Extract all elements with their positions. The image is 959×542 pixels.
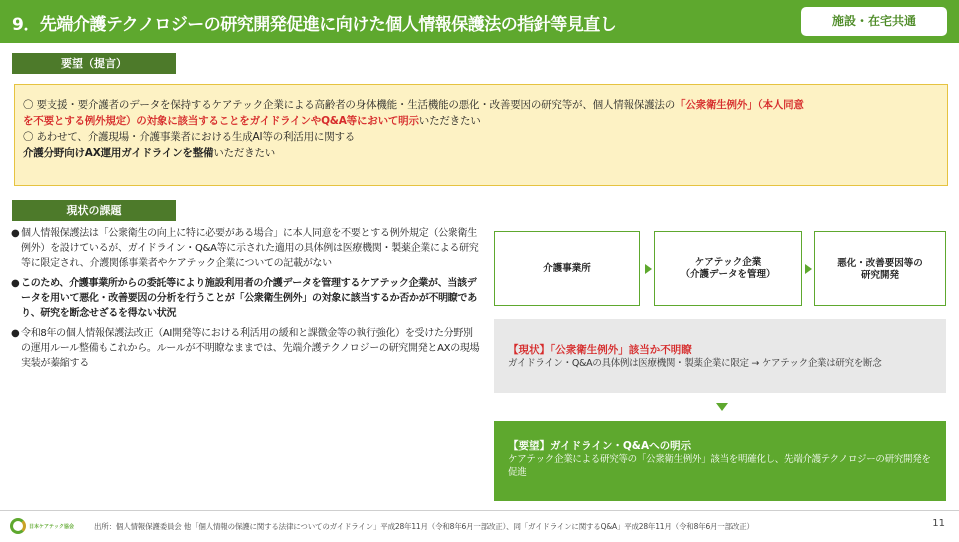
request-summary-title: 【要望】ガイドライン・Q&Aへの明示 <box>508 440 692 452</box>
flow-box-3-line-1: 悪化・改善要因等の <box>837 258 923 269</box>
flow-box-3-line-2: 研究開発 <box>860 270 899 281</box>
issue-text-3: 令和8年の個人情報保護法改正（AI開発等における利活用の緩和と課徴金等の執行強化）を受けた分野別の運用ルール整備もこれから。ルールが不明瞭なままでは、先端介護テクノロジーの研究開発とAXの現場実装が蓁縮する <box>21 328 480 369</box>
request-summary-box <box>494 421 946 501</box>
logo-text: 日本ケアテック協会 <box>29 523 75 530</box>
header-bar <box>0 0 959 43</box>
current-status-title: 【現状】「公衆衛生例外」該当か不明瞭 <box>508 344 692 356</box>
list-item <box>11 326 481 371</box>
page-title: 9．先端介護テクノロジーの研究開発促進に向けた個人情報保護法の指針等見直し <box>12 15 617 35</box>
request-line-3: 〇 あわせて、介護現場・介護事業者における生成AI等の利活用に関する <box>23 131 356 143</box>
issue-text-1: 個人情報保護法は「公衆衛生の向上に特に必要がある場合」に本人同意を不要とする例外規定（公衆衛生例外）を設けているが、ガイドライン・Q&A等に示された適用の具体例は医療機関・製薬企業による研究等に限定され、介護関係事業者やケアテック企業についての記載がない <box>21 228 479 269</box>
arrow-right-icon <box>805 264 812 274</box>
request-box <box>14 84 948 186</box>
request-line-2-highlight: を不要とする例外規定）の対象に該当することをガイドラインやQ&A等において明示 <box>23 115 419 127</box>
page-number: 11 <box>932 518 945 529</box>
arrow-right-icon <box>645 264 652 274</box>
issue-text-2: このため、介護事業所からの委託等により施設利用者の介護データを管理するケアテック企業が、当該データを用いて悪化・改善要因の分析を行うことが「公衆衛生例外」の対象に該当するか否かが不明瞭であり、研究を断念せざるを得ない状況 <box>21 278 477 319</box>
bullet-icon: ● <box>11 228 20 239</box>
flow-box-care-provider <box>494 231 640 306</box>
scope-tag: 施設・在宅共通 <box>801 7 947 36</box>
flow-box-2-label <box>680 257 775 281</box>
source-note: 出所：個人情報保護委員会 他「個人情報の保護に関する法律についてのガイドライン」平成28年11月（令和8年6月一部改正）、同「ガイドラインに関するQ&A」平成28年11月（令和8年6月一部改正） <box>94 522 754 531</box>
flow-box-research <box>814 231 946 306</box>
logo-icon <box>10 518 26 534</box>
list-item <box>11 276 481 321</box>
request-line-2 <box>23 113 939 129</box>
bullet-icon: ● <box>11 328 20 339</box>
footer-divider <box>0 510 959 511</box>
request-line-1-text: 〇 要支援・要介護者のデータを保持するケアテック企業による高齢者の身体機能・生活機能の悪化・改善要因の研究等が、個人情報保護法の <box>23 99 676 111</box>
logo <box>10 518 74 534</box>
request-line-4-text: いただきたい <box>213 147 276 159</box>
request-section-label: 要望（提言） <box>12 53 176 74</box>
flow-box-1-label: 介護事業所 <box>543 262 591 274</box>
bullet-icon: ● <box>11 278 20 289</box>
request-line-2-text: いただきたい <box>418 115 481 127</box>
issues-section-label: 現状の課題 <box>12 200 176 221</box>
flow-box-2-line-1: ケアテック企業 <box>694 256 762 268</box>
request-line-1-highlight: 「公衆衛生例外」（本人同意 <box>675 99 804 111</box>
list-item <box>11 226 481 271</box>
request-line-4 <box>23 145 939 161</box>
issues-list <box>11 226 481 376</box>
request-line-4-bold: 介護分野向けAX運用ガイドラインを整備 <box>23 147 214 159</box>
flow-box-caretech <box>654 231 802 306</box>
request-line-1 <box>23 97 939 113</box>
arrow-down-icon <box>716 403 728 411</box>
flow-box-3-label <box>837 258 923 282</box>
current-status-body: ガイドライン・Q&Aの具体例は医療機関・製薬企業に限定 → ケアテック企業は研究を断念 <box>508 358 882 369</box>
request-summary-body: ケアテック企業による研究等の「公衆衛生例外」該当を明確化し、先端介護テクノロジーの研究開発を促進 <box>508 454 931 478</box>
current-status-box <box>494 319 946 393</box>
flow-box-2-line-2: （介護データを管理） <box>680 268 776 280</box>
